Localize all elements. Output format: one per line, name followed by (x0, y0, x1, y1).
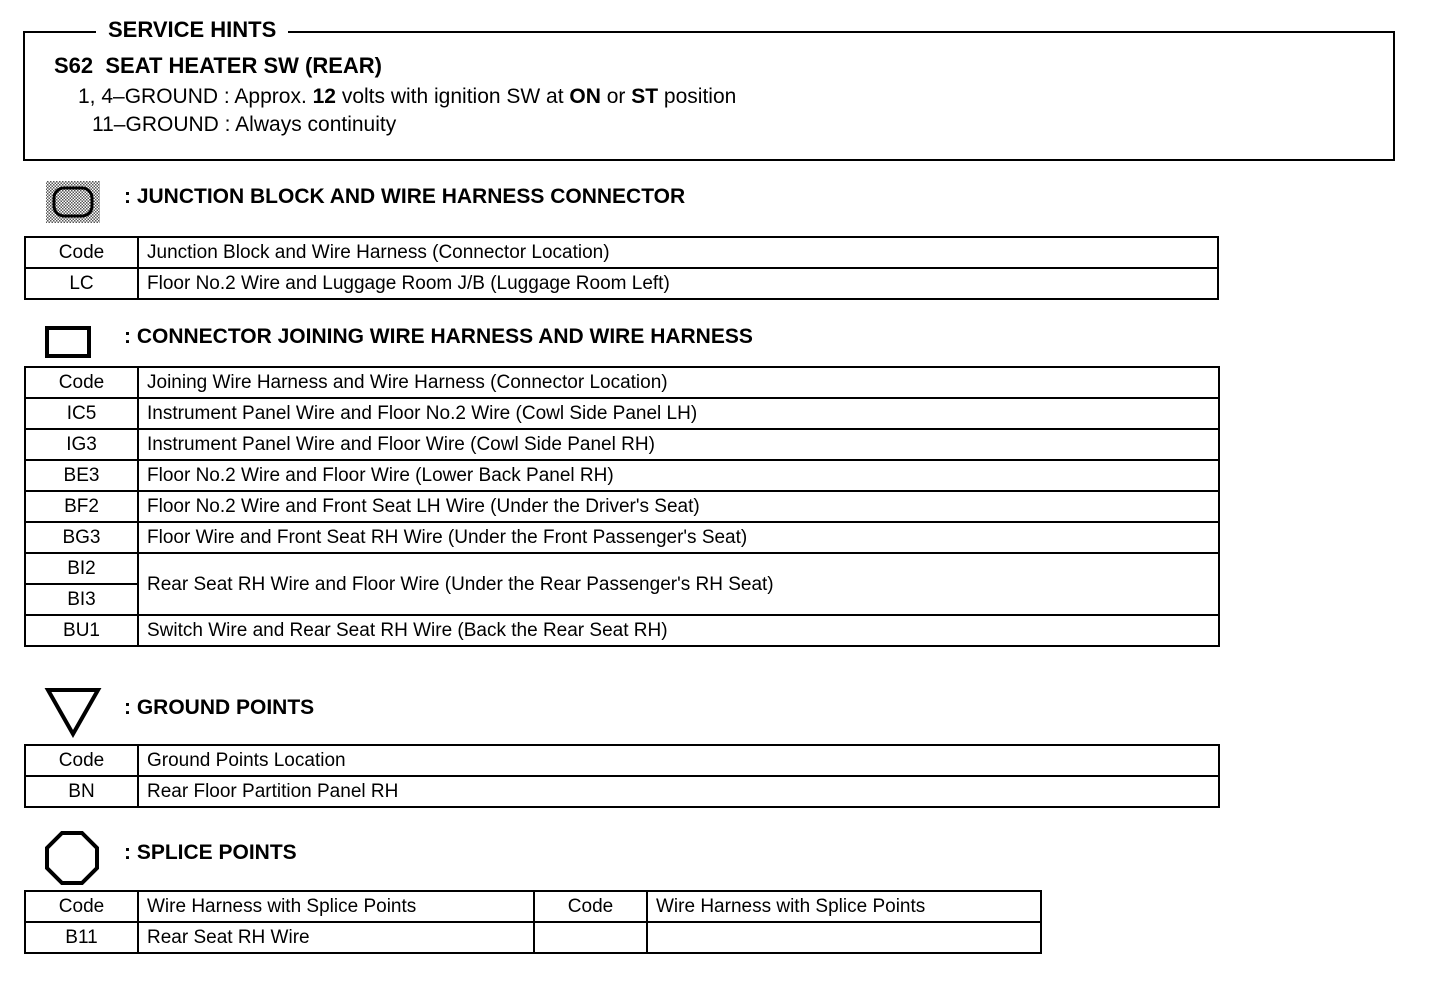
row-code: BF2 (25, 491, 138, 522)
connector-joining-heading: : CONNECTOR JOINING WIRE HARNESS AND WIRE HARNESS (124, 325, 753, 348)
row-desc: Instrument Panel Wire and Floor Wire (Cowl Side Panel RH) (138, 429, 1219, 460)
down-triangle-icon (44, 686, 102, 738)
header-desc: Ground Points Location (138, 745, 1219, 776)
splice-points-table (24, 890, 1042, 954)
ground-points-table (24, 744, 1220, 808)
connector-joining-table (24, 366, 1220, 647)
table-row (25, 922, 1041, 953)
row-desc: Instrument Panel Wire and Floor No.2 Wire (Cowl Side Panel LH) (138, 398, 1219, 429)
rectangle-icon (44, 325, 92, 359)
junction-block-table (24, 236, 1219, 300)
row-code: BE3 (25, 460, 138, 491)
table-row (25, 460, 1219, 491)
table-header-row (25, 367, 1219, 398)
header-code: Code (25, 237, 138, 268)
row-desc: Floor No.2 Wire and Front Seat LH Wire (Under the Driver's Seat) (138, 491, 1219, 522)
row-code: BI2 (25, 553, 138, 584)
row-desc: Switch Wire and Rear Seat RH Wire (Back the Rear Seat RH) (138, 615, 1219, 646)
table-row (25, 429, 1219, 460)
junction-block-heading: : JUNCTION BLOCK AND WIRE HARNESS CONNECTOR (124, 185, 686, 208)
header-desc-2: Wire Harness with Splice Points (647, 891, 1041, 922)
service-hints-heading: S62 SEAT HEATER SW (REAR) (54, 53, 382, 78)
row-code: IC5 (25, 398, 138, 429)
header-desc-1: Wire Harness with Splice Points (138, 891, 534, 922)
table-header-row (25, 891, 1041, 922)
row-desc-1: Rear Seat RH Wire (138, 922, 534, 953)
row-desc-2 (647, 922, 1041, 953)
table-header-row (25, 237, 1218, 268)
table-row (25, 522, 1219, 553)
row-desc: Floor Wire and Front Seat RH Wire (Under the Front Passenger's Seat) (138, 522, 1219, 553)
header-code: Code (25, 745, 138, 776)
service-hints-title: SERVICE HINTS (96, 17, 288, 43)
header-code-2: Code (534, 891, 647, 922)
table-row (25, 553, 1219, 584)
ground-points-heading: : GROUND POINTS (124, 696, 315, 719)
hint-terminal-2: 11–GROUND : (92, 113, 231, 136)
row-code-2 (534, 922, 647, 953)
row-desc: Rear Seat RH Wire and Floor Wire (Under the Rear Passenger's RH Seat) (138, 553, 1219, 615)
table-row (25, 615, 1219, 646)
header-desc: Joining Wire Harness and Wire Harness (Connector Location) (138, 367, 1219, 398)
table-row (25, 491, 1219, 522)
table-row (25, 268, 1218, 299)
octagon-icon (44, 830, 100, 886)
shaded-rounded-rectangle-icon (44, 178, 102, 226)
table-row (25, 776, 1219, 807)
row-code: LC (25, 268, 138, 299)
row-code: IG3 (25, 429, 138, 460)
row-code: BN (25, 776, 138, 807)
hint-line-2: 11–GROUND : Always continuity (92, 113, 397, 136)
hint-terminal-1: 1, 4–GROUND : (78, 85, 230, 108)
row-desc: Floor No.2 Wire and Floor Wire (Lower Back Panel RH) (138, 460, 1219, 491)
header-desc: Junction Block and Wire Harness (Connector Location) (138, 237, 1218, 268)
row-desc: Rear Floor Partition Panel RH (138, 776, 1219, 807)
header-code: Code (25, 367, 138, 398)
hint-line-1: 1, 4–GROUND : Approx. 12 volts with ignition SW at ON or ST position (78, 85, 737, 108)
row-code: BU1 (25, 615, 138, 646)
row-code: BI3 (25, 584, 138, 615)
table-row (25, 398, 1219, 429)
table-header-row (25, 745, 1219, 776)
splice-points-heading: : SPLICE POINTS (124, 841, 297, 864)
row-desc: Floor No.2 Wire and Luggage Room J/B (Luggage Room Left) (138, 268, 1218, 299)
row-code-1: B11 (25, 922, 138, 953)
header-code-1: Code (25, 891, 138, 922)
row-code: BG3 (25, 522, 138, 553)
